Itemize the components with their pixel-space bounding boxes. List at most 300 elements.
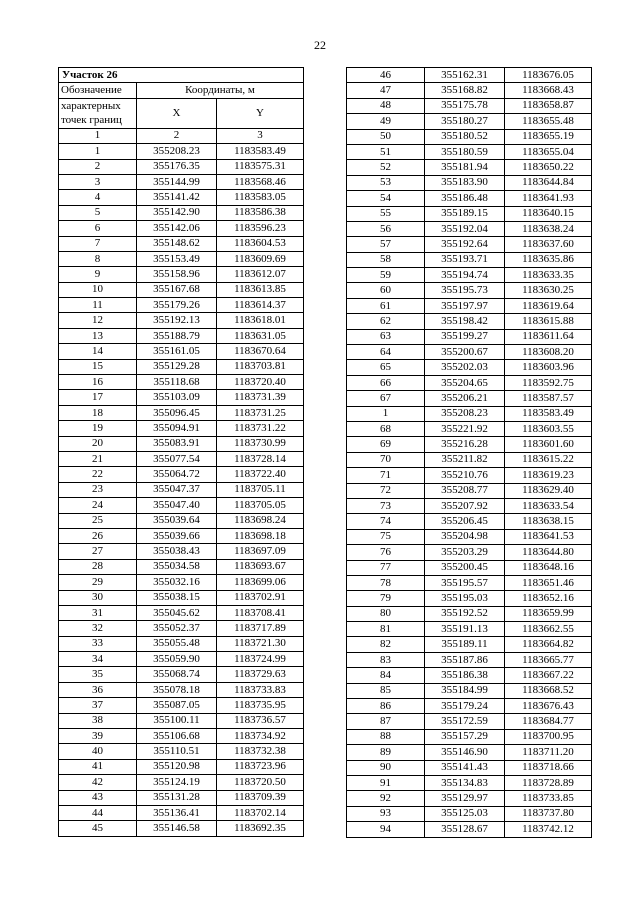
point-number: 15 (59, 359, 137, 374)
x-coordinate: 355211.82 (425, 452, 505, 467)
x-coordinate: 355192.52 (425, 606, 505, 621)
y-coordinate: 1183698.18 (217, 528, 304, 543)
y-coordinate: 1183664.82 (505, 637, 592, 652)
table-row (347, 252, 592, 267)
point-number: 62 (347, 314, 425, 329)
table-row (347, 268, 592, 283)
y-coordinate: 1183603.96 (505, 360, 592, 375)
y-coordinate: 1183638.24 (505, 221, 592, 236)
point-number: 59 (347, 268, 425, 283)
x-coordinate: 355096.45 (137, 405, 217, 420)
table-row (347, 360, 592, 375)
x-coordinate: 355144.99 (137, 174, 217, 189)
header-row-1 (59, 83, 304, 98)
point-number: 60 (347, 283, 425, 298)
x-coordinate: 355186.38 (425, 668, 505, 683)
table-row (59, 559, 304, 574)
table-row (59, 667, 304, 682)
x-coordinate: 355141.43 (425, 760, 505, 775)
x-coordinate: 355180.27 (425, 114, 505, 129)
y-coordinate: 1183729.63 (217, 667, 304, 682)
designation-header-lines (59, 98, 137, 128)
table-row (59, 590, 304, 605)
x-coordinate: 355192.13 (137, 313, 217, 328)
x-coordinate: 355208.23 (425, 406, 505, 421)
point-number: 8 (59, 251, 137, 266)
point-number: 30 (59, 590, 137, 605)
y-coordinate: 1183635.86 (505, 252, 592, 267)
y-coordinate: 1183722.40 (217, 467, 304, 482)
table-row (59, 698, 304, 713)
point-number: 90 (347, 760, 425, 775)
y-coordinate: 1183733.85 (505, 791, 592, 806)
point-number: 23 (59, 482, 137, 497)
y-coordinate: 1183611.64 (505, 329, 592, 344)
x-coordinate: 355153.49 (137, 251, 217, 266)
y-coordinate: 1183592.75 (505, 375, 592, 390)
x-coordinate: 355141.42 (137, 190, 217, 205)
x-coordinate: 355167.68 (137, 282, 217, 297)
y-coordinate: 1183648.16 (505, 560, 592, 575)
point-number: 64 (347, 345, 425, 360)
table-row (347, 514, 592, 529)
table-row (347, 314, 592, 329)
point-number: 31 (59, 605, 137, 620)
y-coordinate: 1183604.53 (217, 236, 304, 251)
point-number: 76 (347, 545, 425, 560)
x-coordinate: 355180.52 (425, 129, 505, 144)
point-number: 7 (59, 236, 137, 251)
point-number: 42 (59, 775, 137, 790)
x-coordinate: 355059.90 (137, 652, 217, 667)
table-row (347, 468, 592, 483)
point-number: 48 (347, 98, 425, 113)
table-row (59, 390, 304, 405)
table-row (347, 114, 592, 129)
y-coordinate: 1183733.83 (217, 682, 304, 697)
x-coordinate: 355124.19 (137, 775, 217, 790)
x-coordinate: 355176.35 (137, 159, 217, 174)
y-coordinate: 1183629.40 (505, 483, 592, 498)
designation-header-line3: точек границ (61, 114, 122, 127)
y-coordinate: 1183641.93 (505, 191, 592, 206)
x-coordinate: 355188.79 (137, 328, 217, 343)
designation-header-line1: Обозначение (59, 83, 137, 98)
table-row (59, 528, 304, 543)
table-row (347, 791, 592, 806)
y-coordinate: 1183583.49 (217, 144, 304, 159)
y-coordinate: 1183665.77 (505, 652, 592, 667)
x-coordinate: 355168.82 (425, 83, 505, 98)
table-row (347, 652, 592, 667)
point-number: 85 (347, 683, 425, 698)
x-coordinate: 355110.51 (137, 744, 217, 759)
y-coordinate: 1183737.80 (505, 806, 592, 821)
point-number: 22 (59, 467, 137, 482)
table-row (59, 190, 304, 205)
table-row (59, 759, 304, 774)
point-number: 39 (59, 729, 137, 744)
y-coordinate: 1183609.69 (217, 251, 304, 266)
y-coordinate: 1183615.88 (505, 314, 592, 329)
point-number: 83 (347, 652, 425, 667)
x-coordinate: 355148.62 (137, 236, 217, 251)
y-coordinate: 1183568.46 (217, 174, 304, 189)
x-coordinate: 355128.67 (425, 822, 505, 837)
point-number: 40 (59, 744, 137, 759)
point-number: 54 (347, 191, 425, 206)
x-coordinate: 355106.68 (137, 729, 217, 744)
point-number: 84 (347, 668, 425, 683)
point-number: 9 (59, 267, 137, 282)
x-coordinate: 355162.31 (425, 68, 505, 83)
y-coordinate: 1183655.19 (505, 129, 592, 144)
point-number: 91 (347, 775, 425, 790)
x-coordinate: 355197.97 (425, 298, 505, 313)
point-number: 55 (347, 206, 425, 221)
y-coordinate: 1183659.99 (505, 606, 592, 621)
x-coordinate: 355180.59 (425, 144, 505, 159)
point-number: 57 (347, 237, 425, 252)
table-row (347, 68, 592, 83)
x-coordinate: 355094.91 (137, 421, 217, 436)
table-row (347, 375, 592, 390)
x-coordinate: 355045.62 (137, 605, 217, 620)
point-number: 5 (59, 205, 137, 220)
y-coordinate: 1183697.09 (217, 544, 304, 559)
point-number: 67 (347, 391, 425, 406)
y-coordinate: 1183652.16 (505, 591, 592, 606)
table-row (59, 682, 304, 697)
designation-header-line2: характерных (61, 100, 121, 113)
x-coordinate: 355186.48 (425, 191, 505, 206)
x-coordinate: 355208.23 (137, 144, 217, 159)
table-row (347, 452, 592, 467)
table-row (347, 529, 592, 544)
y-coordinate: 1183650.22 (505, 160, 592, 175)
plot-title: Участок 26 (59, 68, 304, 83)
table-row (347, 345, 592, 360)
point-number: 1 (347, 406, 425, 421)
table-row (59, 498, 304, 513)
table-row (347, 483, 592, 498)
y-coordinate: 1183583.49 (505, 406, 592, 421)
x-coordinate: 355125.03 (425, 806, 505, 821)
y-coordinate: 1183705.11 (217, 482, 304, 497)
point-number: 58 (347, 252, 425, 267)
x-coordinate: 355198.42 (425, 314, 505, 329)
y-coordinate: 1183668.43 (505, 83, 592, 98)
point-number: 53 (347, 175, 425, 190)
table-row (347, 129, 592, 144)
y-coordinate: 1183724.99 (217, 652, 304, 667)
point-number: 16 (59, 375, 137, 390)
table-row (59, 221, 304, 236)
x-coordinate: 355157.29 (425, 729, 505, 744)
x-coordinate: 355032.16 (137, 575, 217, 590)
point-number: 87 (347, 714, 425, 729)
point-number: 71 (347, 468, 425, 483)
y-coordinate: 1183718.66 (505, 760, 592, 775)
table-row (347, 237, 592, 252)
point-number: 86 (347, 699, 425, 714)
y-coordinate: 1183709.39 (217, 790, 304, 805)
table-row (59, 205, 304, 220)
point-number: 80 (347, 606, 425, 621)
table-row (59, 159, 304, 174)
x-coordinate: 355087.05 (137, 698, 217, 713)
table-row (59, 267, 304, 282)
table-row (347, 206, 592, 221)
point-number: 73 (347, 498, 425, 513)
y-coordinate: 1183717.89 (217, 621, 304, 636)
y-coordinate: 1183612.07 (217, 267, 304, 282)
page-number: 22 (314, 38, 326, 52)
x-coordinate: 355103.09 (137, 390, 217, 405)
table-row (347, 822, 592, 837)
y-coordinate: 1183596.23 (217, 221, 304, 236)
x-coordinate: 355146.58 (137, 821, 217, 836)
point-number: 32 (59, 621, 137, 636)
x-coordinate: 355129.28 (137, 359, 217, 374)
y-coordinate: 1183670.64 (217, 344, 304, 359)
table-row (347, 683, 592, 698)
x-coordinate: 355206.21 (425, 391, 505, 406)
table-row (347, 699, 592, 714)
y-coordinate: 1183736.57 (217, 713, 304, 728)
y-coordinate: 1183637.60 (505, 237, 592, 252)
table-row (59, 436, 304, 451)
table-row (59, 821, 304, 836)
point-number: 77 (347, 560, 425, 575)
x-coordinate: 355187.86 (425, 652, 505, 667)
point-number: 46 (347, 68, 425, 83)
table-row (59, 605, 304, 620)
y-coordinate: 1183735.95 (217, 698, 304, 713)
point-number: 20 (59, 436, 137, 451)
x-coordinate: 355195.73 (425, 283, 505, 298)
y-coordinate: 1183720.40 (217, 375, 304, 390)
y-coordinate: 1183644.80 (505, 545, 592, 560)
y-coordinate: 1183730.99 (217, 436, 304, 451)
y-coordinate: 1183702.14 (217, 805, 304, 820)
point-number: 3 (59, 174, 137, 189)
table-row (59, 467, 304, 482)
table-row (59, 775, 304, 790)
point-number: 37 (59, 698, 137, 713)
point-number: 38 (59, 713, 137, 728)
table-row (347, 729, 592, 744)
x-coordinate: 355077.54 (137, 451, 217, 466)
table-row (59, 482, 304, 497)
y-coordinate: 1183644.84 (505, 175, 592, 190)
table-row (347, 745, 592, 760)
point-number: 45 (59, 821, 137, 836)
point-number: 28 (59, 559, 137, 574)
point-number: 36 (59, 682, 137, 697)
x-coordinate: 355183.90 (425, 175, 505, 190)
point-number: 10 (59, 282, 137, 297)
table-row (347, 83, 592, 98)
column-number-row (59, 128, 304, 143)
point-number: 65 (347, 360, 425, 375)
y-coordinate: 1183728.14 (217, 451, 304, 466)
y-coordinate: 1183705.05 (217, 498, 304, 513)
point-number: 18 (59, 405, 137, 420)
table-row (59, 405, 304, 420)
table-row (59, 744, 304, 759)
table-row (347, 560, 592, 575)
y-coordinate: 1183615.22 (505, 452, 592, 467)
x-coordinate: 355189.15 (425, 206, 505, 221)
y-coordinate: 1183692.35 (217, 821, 304, 836)
table-row (59, 421, 304, 436)
y-coordinate: 1183742.12 (505, 822, 592, 837)
table-row (347, 498, 592, 513)
table-row (347, 329, 592, 344)
x-coordinate: 355120.98 (137, 759, 217, 774)
y-coordinate: 1183586.38 (217, 205, 304, 220)
x-coordinate: 355206.45 (425, 514, 505, 529)
point-number: 11 (59, 298, 137, 313)
x-coordinate: 355039.64 (137, 513, 217, 528)
x-coordinate: 355142.06 (137, 221, 217, 236)
table-row (59, 451, 304, 466)
table-row (59, 544, 304, 559)
table-row (59, 575, 304, 590)
table-row (347, 622, 592, 637)
point-number: 25 (59, 513, 137, 528)
table-row (59, 713, 304, 728)
x-coordinate: 355142.90 (137, 205, 217, 220)
y-coordinate: 1183699.06 (217, 575, 304, 590)
x-coordinate: 355199.27 (425, 329, 505, 344)
x-coordinate: 355083.91 (137, 436, 217, 451)
table-row (347, 591, 592, 606)
y-coordinate: 1183723.96 (217, 759, 304, 774)
x-coordinate: 355203.29 (425, 545, 505, 560)
point-number: 17 (59, 390, 137, 405)
table-row (59, 144, 304, 159)
y-coordinate: 1183731.22 (217, 421, 304, 436)
y-coordinate: 1183728.89 (505, 775, 592, 790)
x-coordinate: 355193.71 (425, 252, 505, 267)
y-coordinate: 1183640.15 (505, 206, 592, 221)
y-coordinate: 1183575.31 (217, 159, 304, 174)
coordinates-table-right (346, 67, 592, 838)
y-coordinate: 1183587.57 (505, 391, 592, 406)
y-coordinate: 1183603.55 (505, 421, 592, 436)
table-row (347, 283, 592, 298)
x-coordinate: 355195.57 (425, 575, 505, 590)
y-coordinate: 1183700.95 (505, 729, 592, 744)
table-row (59, 359, 304, 374)
x-coordinate: 355204.98 (425, 529, 505, 544)
point-number: 34 (59, 652, 137, 667)
table-row (347, 437, 592, 452)
table-row (59, 251, 304, 266)
table-row (347, 406, 592, 421)
x-coordinate: 355189.11 (425, 637, 505, 652)
y-coordinate: 1183668.52 (505, 683, 592, 698)
coordinates-header: Координаты, м (137, 83, 304, 98)
table-row (59, 790, 304, 805)
plot-title-row (59, 68, 304, 83)
point-number: 44 (59, 805, 137, 820)
x-coordinate: 355034.58 (137, 559, 217, 574)
point-number: 66 (347, 375, 425, 390)
x-coordinate: 355078.18 (137, 682, 217, 697)
table-row (59, 621, 304, 636)
x-coordinate: 355064.72 (137, 467, 217, 482)
point-number: 12 (59, 313, 137, 328)
x-coordinate: 355175.78 (425, 98, 505, 113)
point-number: 13 (59, 328, 137, 343)
column-number-1: 1 (59, 128, 137, 143)
point-number: 49 (347, 114, 425, 129)
y-coordinate: 1183702.91 (217, 590, 304, 605)
y-header: Y (217, 98, 304, 128)
y-coordinate: 1183676.43 (505, 699, 592, 714)
y-coordinate: 1183676.05 (505, 68, 592, 83)
table-row (347, 144, 592, 159)
point-number: 35 (59, 667, 137, 682)
y-coordinate: 1183608.20 (505, 345, 592, 360)
table-row (59, 729, 304, 744)
y-coordinate: 1183601.60 (505, 437, 592, 452)
point-number: 43 (59, 790, 137, 805)
table-row (347, 160, 592, 175)
point-number: 63 (347, 329, 425, 344)
x-coordinate: 355038.43 (137, 544, 217, 559)
y-coordinate: 1183619.23 (505, 468, 592, 483)
x-coordinate: 355200.45 (425, 560, 505, 575)
point-number: 78 (347, 575, 425, 590)
point-number: 69 (347, 437, 425, 452)
column-number-2: 2 (137, 128, 217, 143)
x-coordinate: 355216.28 (425, 437, 505, 452)
header-row-2 (59, 98, 304, 128)
x-coordinate: 355118.68 (137, 375, 217, 390)
table-row (347, 637, 592, 652)
table-row (347, 806, 592, 821)
y-coordinate: 1183667.22 (505, 668, 592, 683)
y-coordinate: 1183655.04 (505, 144, 592, 159)
point-number: 61 (347, 298, 425, 313)
x-header: X (137, 98, 217, 128)
point-number: 88 (347, 729, 425, 744)
x-coordinate: 355100.11 (137, 713, 217, 728)
y-coordinate: 1183614.37 (217, 298, 304, 313)
x-coordinate: 355207.92 (425, 498, 505, 513)
table-row (59, 313, 304, 328)
point-number: 4 (59, 190, 137, 205)
x-coordinate: 355146.90 (425, 745, 505, 760)
x-coordinate: 355194.74 (425, 268, 505, 283)
x-coordinate: 355039.66 (137, 528, 217, 543)
y-coordinate: 1183732.38 (217, 744, 304, 759)
table-row (347, 175, 592, 190)
table-row (347, 391, 592, 406)
table-row (347, 191, 592, 206)
point-number: 50 (347, 129, 425, 144)
point-number: 47 (347, 83, 425, 98)
y-coordinate: 1183711.20 (505, 745, 592, 760)
y-coordinate: 1183630.25 (505, 283, 592, 298)
x-coordinate: 355052.37 (137, 621, 217, 636)
x-coordinate: 355047.40 (137, 498, 217, 513)
table-row (347, 775, 592, 790)
